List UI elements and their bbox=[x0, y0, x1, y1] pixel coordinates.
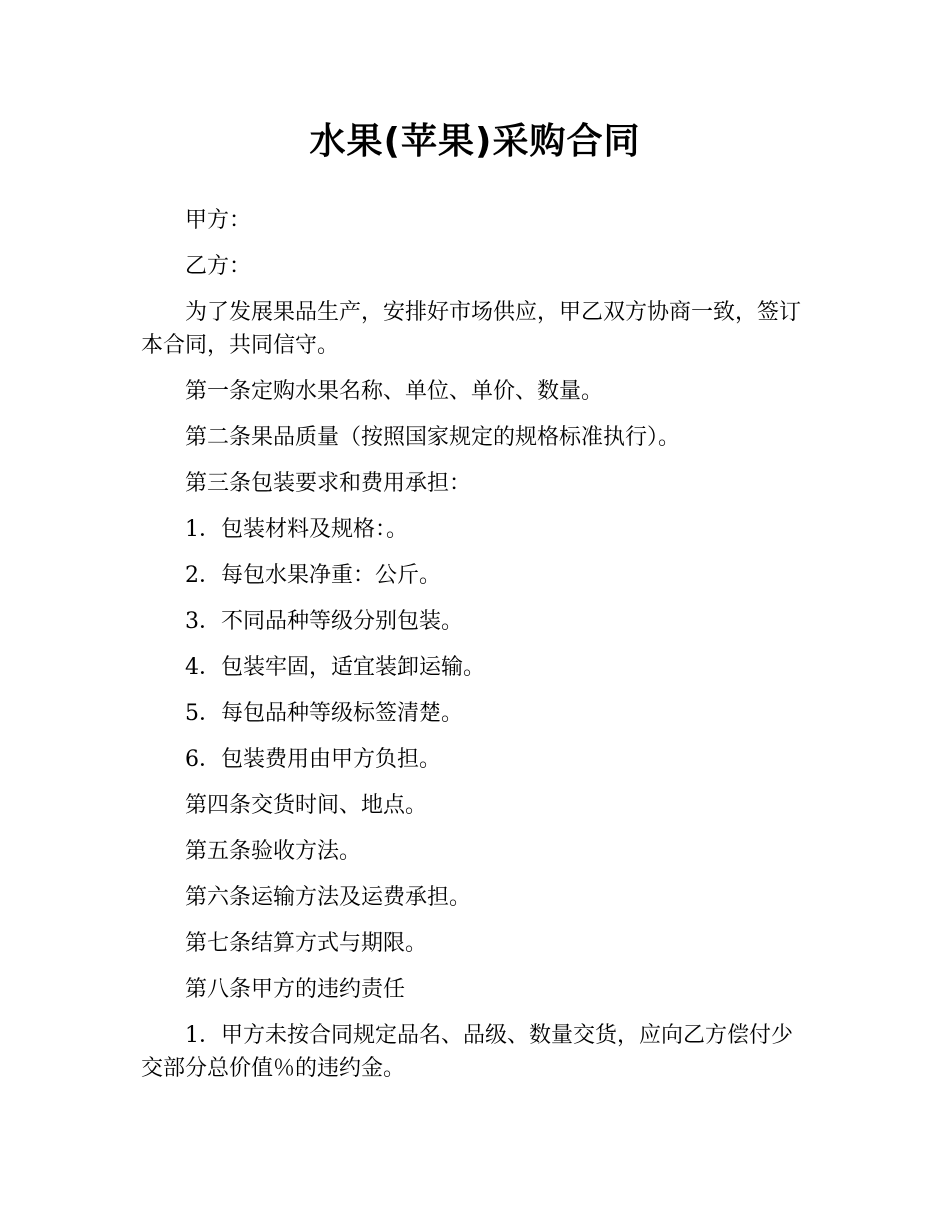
clause-3-item-3: 3．不同品种等级分别包装。 bbox=[185, 609, 463, 634]
contract-body bbox=[141, 198, 821, 1092]
clause-7: 第七条结算方式与期限。 bbox=[185, 931, 428, 956]
preamble-paragraph: 为了发展果品生产，安排好市场供应，甲乙双方协商一致，签订本合同，共同信守。 bbox=[141, 300, 802, 358]
party-b-line: 乙方： bbox=[185, 254, 252, 279]
party-a-line: 甲方： bbox=[185, 208, 252, 233]
clause-8: 第八条甲方的违约责任 bbox=[185, 977, 406, 1002]
clause-3-item-5: 5．每包品种等级标签清楚。 bbox=[185, 701, 463, 726]
clause-8-item-1: 1．甲方未按合同规定品名、品级、数量交货，应向乙方偿付少交部分总价值％的违约金。 bbox=[141, 1023, 793, 1081]
clause-2: 第二条果品质量（按照国家规定的规格标准执行）。 bbox=[185, 425, 681, 450]
clause-6: 第六条运输方法及运费承担。 bbox=[185, 885, 472, 910]
clause-3-item-2: 2．每包水果净重：公斤。 bbox=[185, 563, 441, 588]
clause-5: 第五条验收方法。 bbox=[185, 839, 362, 864]
clause-1: 第一条定购水果名称、单位、单价、数量。 bbox=[185, 379, 604, 404]
clause-3-item-6: 6．包装费用由甲方负担。 bbox=[185, 747, 441, 772]
clause-3: 第三条包装要求和费用承担： bbox=[185, 471, 472, 496]
clause-3-item-1: 1．包装材料及规格：。 bbox=[185, 517, 408, 542]
clause-4: 第四条交货时间、地点。 bbox=[185, 793, 428, 818]
clause-3-item-4: 4．包装牢固，适宜装卸运输。 bbox=[185, 655, 485, 680]
document-title: 水果(苹果)采购合同 bbox=[309, 121, 641, 162]
